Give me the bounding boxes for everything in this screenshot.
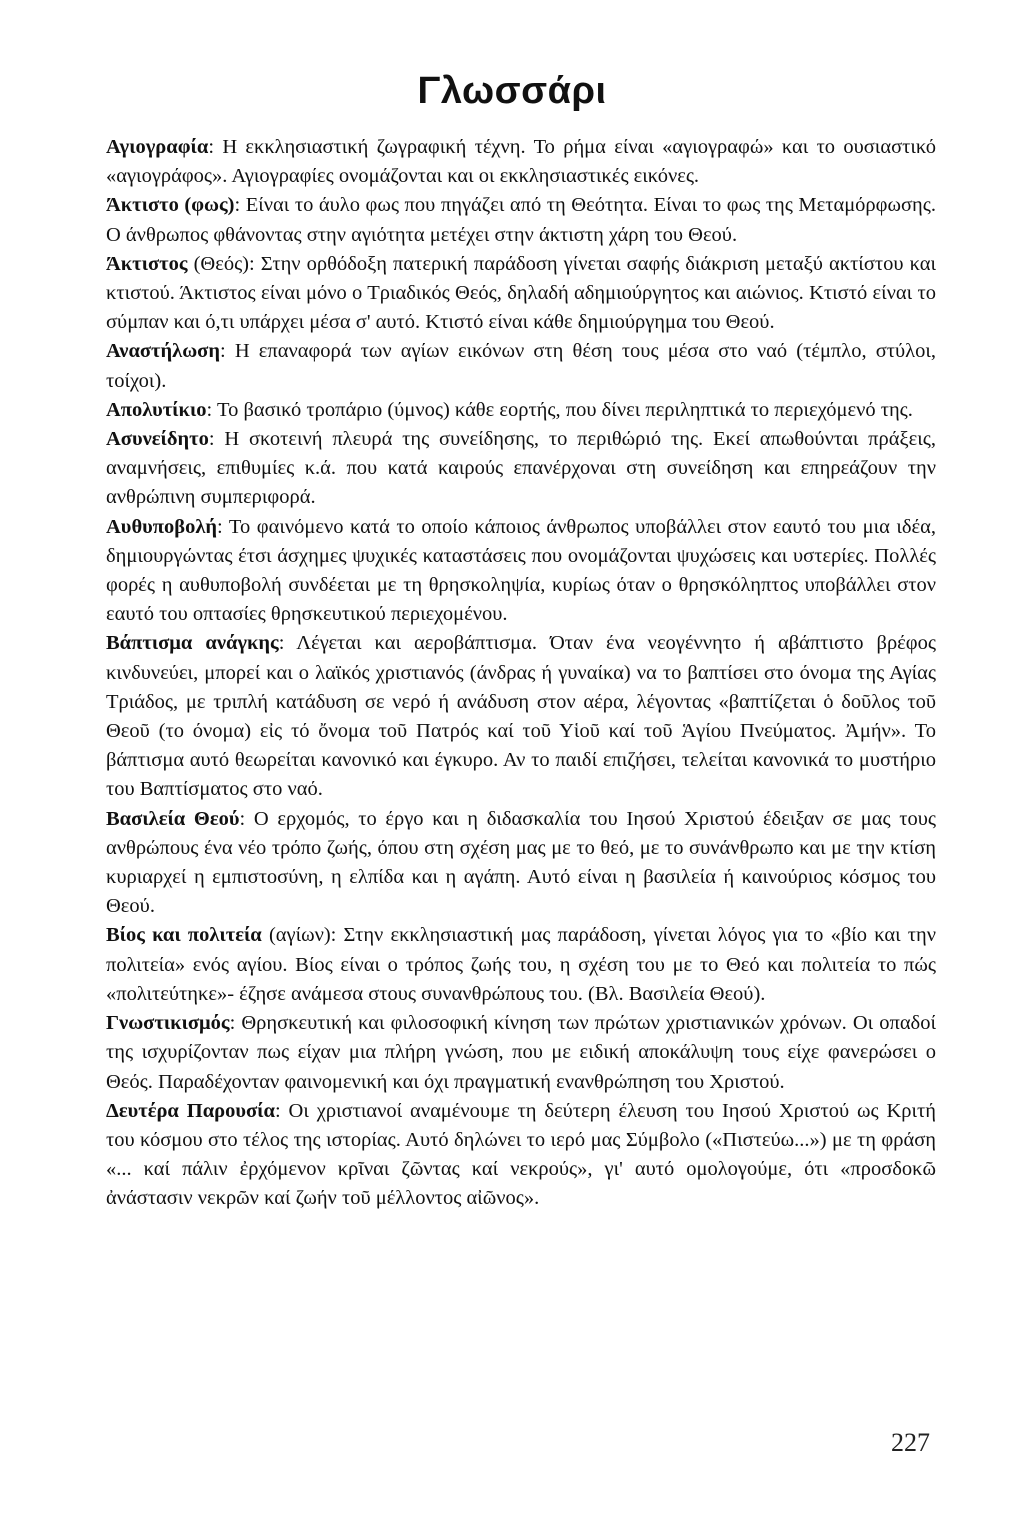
term-separator (262, 924, 269, 946)
page-title: Γλωσσάρι (417, 70, 607, 112)
glossary-term: Βίος και πολιτεία (106, 924, 262, 947)
glossary-body (106, 133, 936, 1214)
glossary-definition: Ο ερχομός, το έργο και η διδασκαλία του Ιησού Χριστού έδειξαν σε μας τους ανθρώπους ένα νέο τρόπο ζωής, όπου στη σχέση μας με το θεό, με το συνάνθρωπο και με την κτίση κυριαρχεί η εμπιστοσύνη, η ελπίδα και η αγάπη. Αυτό είναι η βασιλεία ή καινούριος κόσμος του Θεού. (106, 807, 936, 918)
term-separator: : (278, 632, 297, 655)
glossary-definition: Θρησκευτική και φιλοσοφική κίνηση των πρώτων χριστιανικών χρόνων. Οι οπαδοί της ισχυρίζονταν πως είχαν μια πλήρη γνώση, που με ειδική αποκάλυψη τους είχε φανερώσει ο Θεός. Παραδέχονταν φαινομενική και όχι πραγματική ενανθρώπηση του Χριστού. (106, 1012, 936, 1093)
glossary-definition: Η σκοτεινή πλευρά της συνείδησης, το περιθώριό της. Εκεί απωθούνται πράξεις, αναμνήσεις, επιθυμίες κ.ά. που κατά καιρούς επανέρχοναι στη συνείδηση και επηρεάζουν την ανθρώπινη συμπεριφορά. (106, 428, 936, 509)
glossary-definition: Η εκκλησιαστική ζωγραφική τέχνη. Το ρήμα είναι «αγιογραφώ» και το ουσιαστικό «αγιογράφος». Αγιογραφίες ονομάζονται και οι εκκλησιαστικές εικόνες. (106, 136, 936, 188)
term-separator: : (274, 1099, 289, 1122)
glossary-definition: Το φαινόμενο κατά το οποίο κάποιος άνθρωπος υποβάλλει στον εαυτό του μια ιδέα, δημιουργώντας έτσι άσχημες ψυχικές καταστάσεις που ονομάζονται ψυχώσεις και υστερίες. Πολλές φορές η αυθυποβολή συνδέεται με τη θρησκοληψία, κυρίως όταν ο θρησκόληπτος υποβάλλει στον εαυτό του οπτασίες θρησκευτικού περιεχομένου. (106, 515, 936, 626)
glossary-definition: Η επαναφορά των αγίων εικόνων στη θέση τους μέσα στο ναό (τέμπλο, στύλοι, τοίχοι). (106, 340, 936, 392)
term-separator: : (208, 136, 223, 158)
glossary-entry (106, 513, 936, 630)
glossary-entry (106, 337, 936, 395)
glossary-entry (106, 191, 936, 249)
glossary-definition: Το βασικό τροπάριο (ύμνος) κάθε εορτής, που δίνει περιληπτικά το περιεχόμενό της. (216, 398, 913, 421)
glossary-term: Γνωστικισμός (106, 1012, 230, 1035)
glossary-entry (106, 425, 936, 513)
glossary-term: Αγιογραφία (106, 136, 209, 158)
glossary-term: Άκτιστο (φως) (106, 194, 235, 217)
glossary-term: Αναστήλωση (106, 340, 220, 363)
term-separator: : (208, 428, 225, 451)
glossary-entry (106, 250, 936, 338)
glossary-definition: (αγίων): Στην εκκλησιαστική μας παράδοση, γίνεται λόγος για το «βίο και την πολιτεία» ενός αγίου. Βίος είναι ο τρόπος ζωής του, η σχέση του με το Θεό και πολιτεία το πώς «πολιτεύτηκε»- έζησε ανάμεσα στους συνανθρώπους του. (Βλ. Βασιλεία Θεού). (106, 924, 937, 1005)
glossary-term: Απολυτίκιο (106, 398, 207, 421)
page-number: 227 (891, 1428, 930, 1457)
glossary-entry (106, 1009, 936, 1097)
glossary-entry (106, 1097, 936, 1214)
term-separator: : (206, 398, 217, 421)
glossary-term: Άκτιστος (106, 252, 188, 275)
glossary-term: Ασυνείδητο (106, 428, 209, 451)
glossary-entry (106, 629, 936, 804)
glossary-term: Βασιλεία Θεού (106, 807, 240, 830)
glossary-term: Αυθυποβολή (106, 515, 218, 538)
glossary-definition: Είναι το άυλο φως που πηγάζει από τη Θεότητα. Είναι το φως της Μεταμόρφωσης. Ο άνθρωπος φθάνοντας στην αγιότητα μετέχει στην άκτιστη χάρη του Θεού. (106, 194, 937, 246)
glossary-definition: Λέγεται και αεροβάπτισμα. Όταν ένα νεογέννητο ή αβάπτιστο βρέφος κινδυνεύει, μπορεί και ο λαϊκός χριστιανός (άνδρας ή γυναίκα) να το βαπτίσει στο όνομα της Αγίας Τριάδος, με τριπλή κατάδυση σε νερό ή ανάδυση στον αέρα, λέγοντας «βαπτίζεται ὁ δοῦλος τοῦ Θεοῦ (το όνομα) εἰς τό ὄνομα τοῦ Πατρός καί τοῦ Υἱοῦ καί τοῦ Ἁγίου Πνεύματος. Ἀμήν». Το βάπτισμα αυτό θεωρείται κανονικό και έγκυρο. Αν το παιδί επιζήσει, τελείται κανονικά το μυστήριο του Βαπτίσματος στο ναό. (106, 632, 936, 801)
term-separator: : (217, 515, 229, 538)
glossary-term: Δευτέρα Παρουσία (106, 1099, 275, 1122)
glossary-definition: (Θεός): Στην ορθόδοξη πατερική παράδοση γίνεται σαφής διάκριση μεταξύ ακτίστου και κτιστού. Άκτιστος είναι μόνο ο Τριαδικός Θεός, δηλαδή αδημιούργητος και αιώνιος. Κτιστό είναι το σύμπαν και ό,τι υπάρχει μέσα σ' αυτό. Κτιστό είναι κάθε δημιούργημα του Θεού. (106, 252, 936, 334)
term-separator: : (219, 340, 235, 363)
glossary-term: Βάπτισμα ανάγκης (106, 632, 279, 655)
glossary-entry (106, 133, 936, 191)
glossary-definition: Οι χριστιανοί αναμένουμε τη δεύτερη έλευση του Ιησού Χριστού ως Κριτή του κόσμου στο τέλος της ιστορίας. Αυτό δηλώνει το ιερό μας Σύμβολο («Πιστεύω...») με τη φράση «... καί πάλιν ἐρχόμενον κρῖναι ζῶντας καί νεκρούς», γι' αυτό ομολογούμε, ότι «προσδοκῶ ἀνάστασιν νεκρῶν καί ζωήν τοῦ μέλλοντος αἰῶνος». (106, 1099, 936, 1210)
glossary-entry (106, 921, 936, 1009)
glossary-entry (106, 805, 936, 922)
glossary-entry (106, 396, 936, 425)
term-separator: : (239, 807, 254, 830)
term-separator: : (229, 1012, 242, 1035)
term-separator: : (234, 194, 246, 217)
